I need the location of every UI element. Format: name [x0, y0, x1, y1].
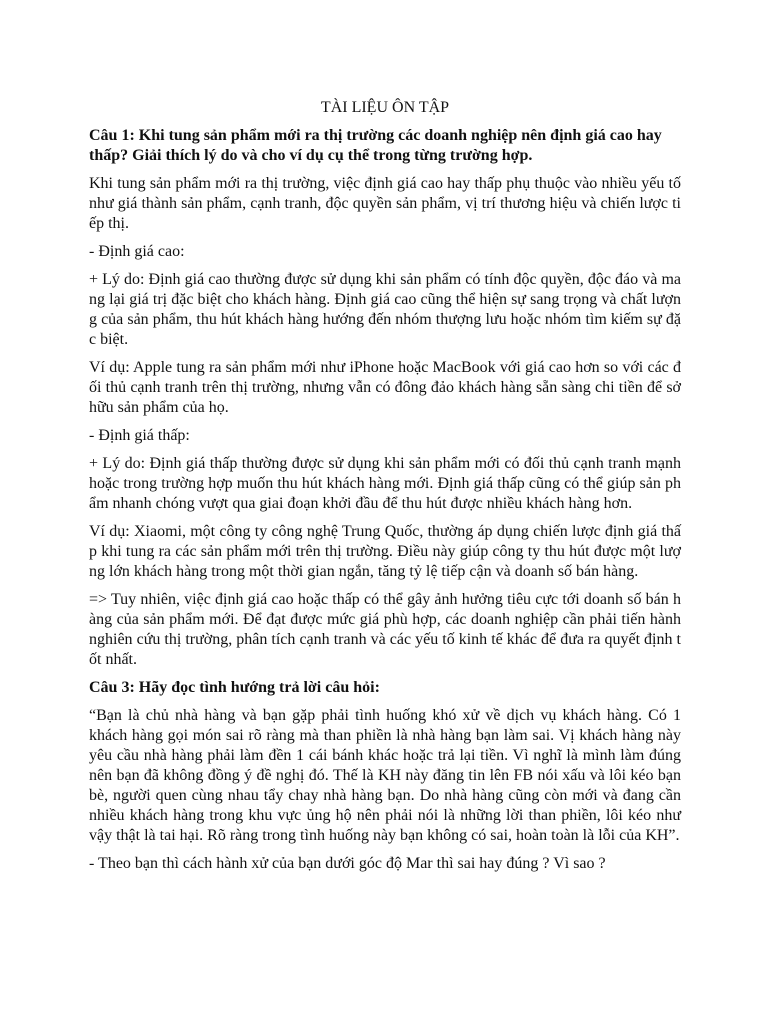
high-pricing-reason: + Lý do: Định giá cao thường được sử dụng khi sản phẩm có tính độc quyền, độc đáo và mang lại giá trị đặc biệt cho khách hàng. Định giá cao cũng thể hiện sự sang trọng và chất lượng của sản phẩm, thu hút khách hàng hướng đến nhóm thượng lưu hoặc nhóm tìm kiếm sự đặc biệt.	[89, 271, 681, 348]
final-question: - Theo bạn thì cách hành xử của bạn dưới góc độ Mar thì sai hay đúng ? Vì sao ?	[89, 855, 606, 872]
document-page	[89, 98, 681, 882]
question-1: Câu 1: Khi tung sản phẩm mới ra thị trường các doanh nghiệp nên định giá cao hay thấp? Giải thích lý do và cho ví dụ cụ thể trong từng trường hợp.	[89, 127, 662, 164]
low-pricing-heading: - Định giá thấp:	[89, 427, 190, 444]
high-pricing-example: Ví dụ: Apple tung ra sản phẩm mới như iPhone hoặc MacBook với giá cao hơn so với các đối thủ cạnh tranh trên thị trường, nhưng vẫn có đông đảo khách hàng sẵn sàng chi tiền để sở hữu sản phẩm của họ.	[89, 359, 681, 416]
high-pricing-heading: - Định giá cao:	[89, 243, 185, 260]
conclusion-paragraph: => Tuy nhiên, việc định giá cao hoặc thấp có thể gây ảnh hưởng tiêu cực tới doanh số bán hàng của sản phẩm mới. Để đạt được mức giá phù hợp, các doanh nghiệp cần phải tiến hành nghiên cứu thị trường, phân tích cạnh tranh và các yếu tố kinh tế khác để đưa ra quyết định tốt nhất.	[89, 591, 681, 668]
low-pricing-reason: + Lý do: Định giá thấp thường được sử dụng khi sản phẩm mới có đối thủ cạnh tranh mạnh hoặc trong trường hợp muốn thu hút khách hàng mới. Định giá thấp cũng có thể giúp sản phẩm nhanh chóng vượt qua giai đoạn khởi đầu để thu hút được nhiều khách hàng hơn.	[89, 455, 681, 512]
intro-paragraph: Khi tung sản phẩm mới ra thị trường, việc định giá cao hay thấp phụ thuộc vào nhiều yếu tố như giá thành sản phẩm, cạnh tranh, độc quyền sản phẩm, vị trí thương hiệu và chiến lược tiếp thị.	[89, 175, 681, 232]
question-3: Câu 3: Hãy đọc tình hướng trả lời câu hỏi:	[89, 679, 380, 696]
document-title: TÀI LIỆU ÔN TẬP	[320, 99, 450, 116]
low-pricing-example: Ví dụ: Xiaomi, một công ty công nghệ Trung Quốc, thường áp dụng chiến lược định giá thấp khi tung ra các sản phẩm mới trên thị trường. Điều này giúp công ty thu hút được một lượng lớn khách hàng trong một thời gian ngắn, tăng tỷ lệ tiếp cận và doanh số bán hàng.	[89, 523, 681, 580]
scenario-paragraph: “Bạn là chủ nhà hàng và bạn gặp phải tình huống khó xử về dịch vụ khách hàng. Có 1 khách hàng gọi món sai rõ ràng mà than phiền là nhà hàng bạn làm sai. Vị khách hàng này yêu cầu nhà hàng phải làm đền 1 cái bánh khác hoặc trả lại tiền. Vì nghĩ là mình làm đúng nên bạn đã không đồng ý đề nghị đó. Thế là KH này đăng tin lên FB nói xấu và lôi kéo bạn bè, người quen cùng nhau tẩy chay nhà hàng bạn. Do nhà hàng cũng còn mới và đang cần nhiều khách hàng trong khu vực ủng hộ nên phải nói là những lời than phiền, lôi kéo như vậy thật là tai hại. Rõ ràng trong tình huống này bạn không có sai, hoàn toàn là lỗi của KH”.	[89, 707, 681, 844]
